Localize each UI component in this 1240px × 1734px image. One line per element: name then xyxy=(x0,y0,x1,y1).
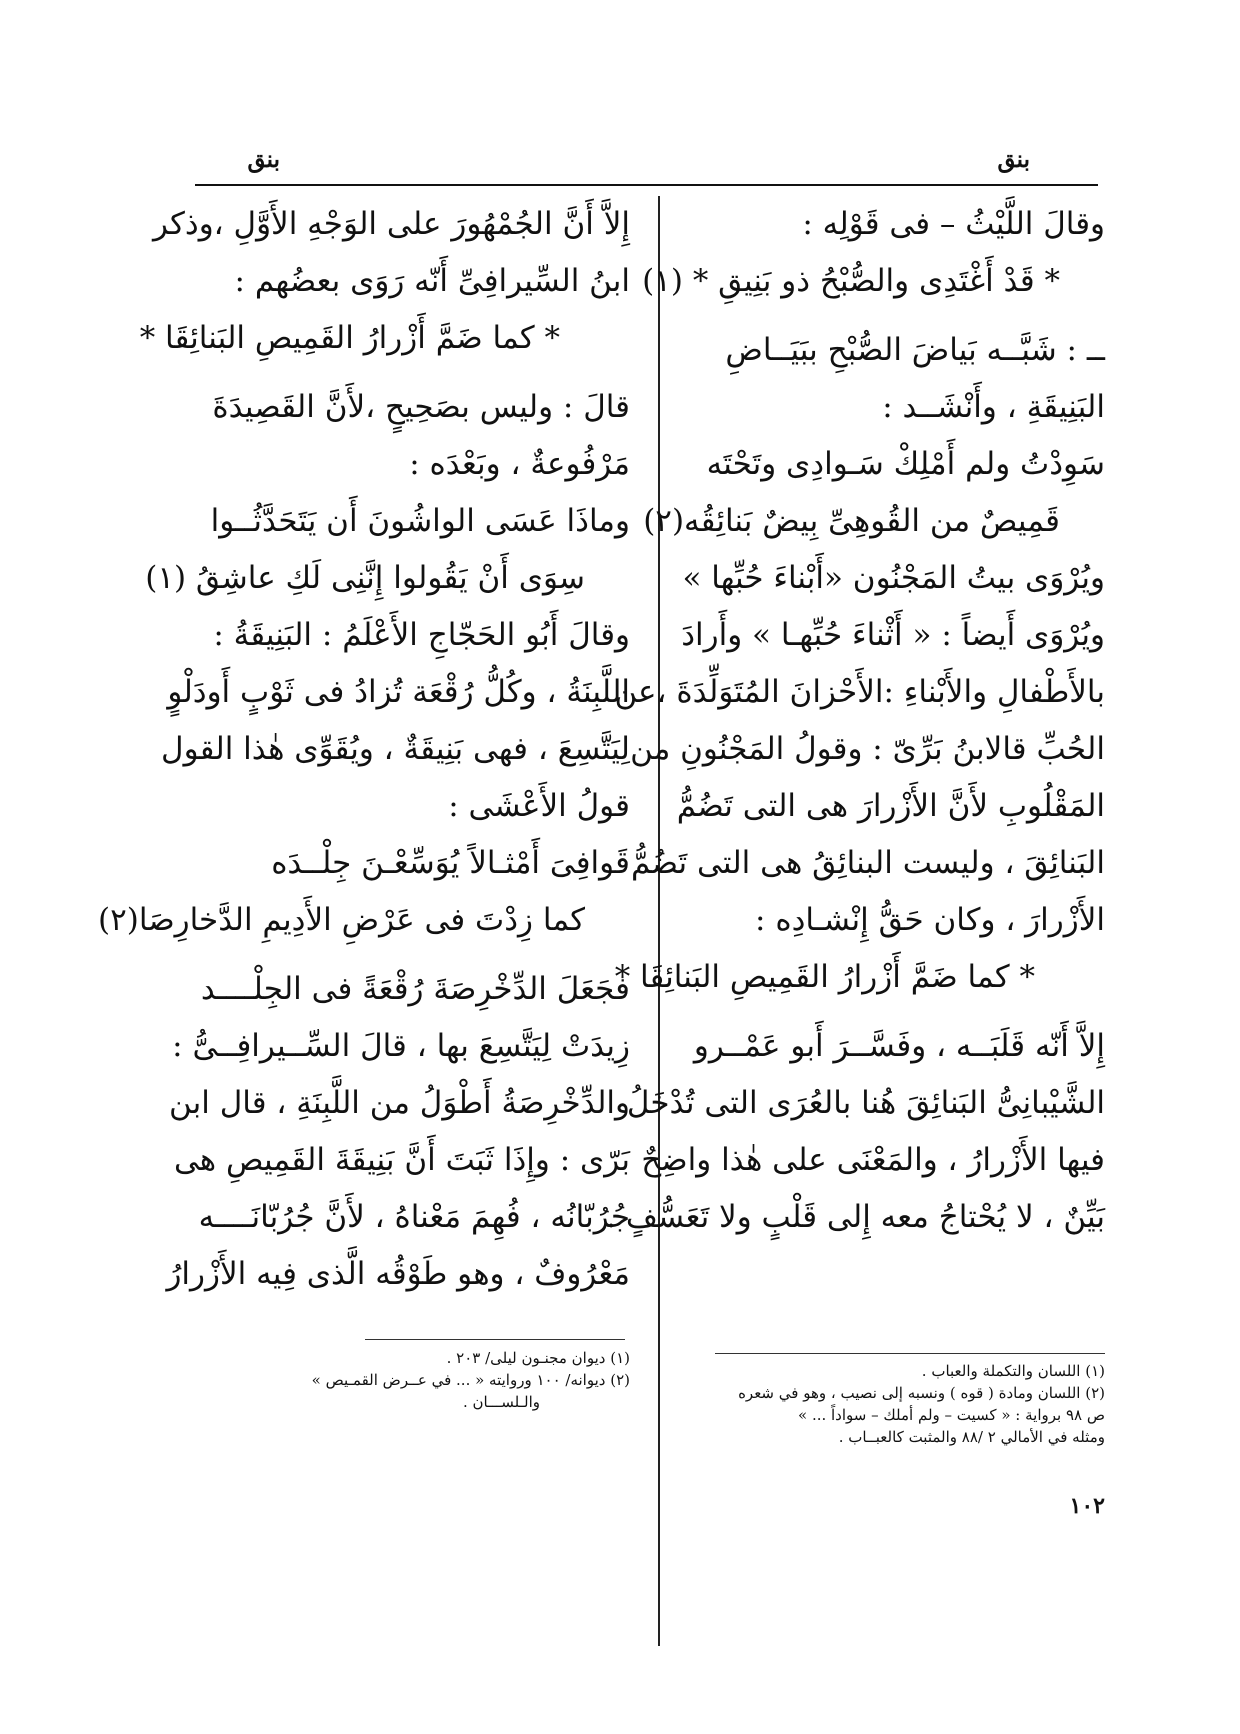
verse-line: * كما ضَمَّ أَزْرارُ القَمِيصِ البَنائِقَا * xyxy=(139,320,560,356)
right-column xyxy=(606,196,1105,1246)
left-column xyxy=(98,196,630,1303)
text-line: الحُبِّ قالابنُ بَرِّىّ : وقولُ المَجْنُونِ من xyxy=(630,731,1105,767)
text-line: لِيَتَّسِعَ ، فهى بَنِيقَةٌ ، ويُقَوِّى هٰذا القول xyxy=(161,731,630,767)
text-line: البَنِيقَةِ ، وأَنْشَــد : xyxy=(882,389,1105,425)
footnote: (١) اللسان والتكملة والعباب . xyxy=(921,1362,1105,1380)
footnotes-right xyxy=(655,1360,1105,1448)
text-line: ويُرْوَى أَيضاً : « أَثْناءَ حُبِّهـا » وأَرادَ xyxy=(681,617,1105,653)
footnote: (١) ديوان مجنـون ليلى/ ٢٠٣ . xyxy=(446,1349,630,1367)
text-line: اللَّبِنَةُ ، وكُلُّ رُقْعَة تُزادُ فى ثَوْبٍ أَودَلْوٍ xyxy=(167,674,630,710)
text-line: وقالَ أَبُو الحَجّاجِ الأَعْلَمُ : البَنِيقَةُ : xyxy=(213,617,630,653)
verse-line: وماذَا عَسَى الواشُونَ أَن يَتَحَدَّثُــوا xyxy=(210,503,630,539)
text-line: قالَ : وليس بصَحِيحٍ ،لأَنَّ القَصِيدَةَ xyxy=(212,389,630,425)
text-line: قولُ الأَعْشَى : xyxy=(448,788,630,824)
text-line: الأَزْرارَ ، وكان حَقُّ إِنْشـادِه : xyxy=(755,902,1105,938)
footnote: والـلســـان . xyxy=(462,1393,540,1411)
text-line: فيها الأَزْرارُ ، والمَعْنَى على هٰذا واضِحٌ xyxy=(641,1142,1105,1178)
text-line: جُرُبّانُه ، فُهِمَ مَعْناهُ ، لأَنَّ جُرُبّانَــــه xyxy=(198,1199,630,1235)
text-line: ــ : شَبَّــه بَياضَ الصُّبْحِ ببَيَــاضِ xyxy=(725,332,1105,368)
text-line: بالأَطْفالِ والأَبْناءِ :الأَحْزانَ المُتَوَلِّدَةَ ،عن xyxy=(614,674,1105,710)
verse-line: * قَدْ أَغْتَدِى والصُّبْحُ ذو بَنِيقِ * (١) xyxy=(642,263,1060,299)
verse-line: * كما ضَمَّ أَزْرارُ القَمِيصِ البَنائِقَا * xyxy=(614,959,1035,995)
text-line: والدِّخْرِصَةُ أَطْوَلُ من اللَّبِنَةِ ، قال ابن xyxy=(169,1085,630,1121)
verse-line: كما زِدْتَ فى عَرْضِ الأَدِيمِ الدَّخارِصَا(٢) xyxy=(98,902,585,938)
text-line: فجَعَلَ الدِّخْرِصَةَ رُقْعَةً فى الجِلْــــد xyxy=(200,971,630,1007)
text-line: بَيِّنٌ ، لا يُحْتاجُ معه إِلى قَلْبٍ ولا تَعَسُّفٍ . xyxy=(606,1199,1105,1235)
text-line: إِلاَّ أَنّه قَلَبَــه ، وفَسَّــرَ أَبو عَمْــرو xyxy=(693,1028,1105,1064)
footnote: ص ٩٨ برواية : « كسيت – ولم أملك – سواداً ... » xyxy=(798,1406,1105,1424)
text-line: مَعْرُوفٌ ، وهو طَوْقُه الَّذى فِيه الأَزْرارُ xyxy=(166,1256,630,1292)
text-line: البَنائِقَ ، وليست البنائِقُ هى التى تَضُمُّ xyxy=(631,845,1105,881)
verse-line: سَوِدْتُ ولم أَمْلِكْ سَـوادِى وتَحْتَه xyxy=(706,446,1105,482)
header-left-word: بنق xyxy=(247,146,280,173)
text-line: الشَّيْبانِىُّ البَنائِقَ هُنا بالعُرَى التى تُدْخَلُ xyxy=(626,1085,1105,1121)
footnote-rule-right xyxy=(715,1353,1105,1354)
text-line: وقالَ اللَّيْثُ – فى قَوْلِه : xyxy=(802,206,1105,242)
footnote: (٢) ديوانه/ ١٠٠ وروايته « ... في عــرض القمـيص » xyxy=(311,1371,630,1389)
verse-line: سِوَى أَنْ يَقُولوا إِنَّنِى لَكِ عاشِقُ (١) xyxy=(145,560,585,596)
text-line: زِيدَتْ لِيَتَّسِعَ بها ، قالَ السِّــيرافِــىُّ : xyxy=(172,1028,630,1064)
footnote: ومثله في الأمالي ٢ /٨٨ والمثبت كالعبــاب . xyxy=(838,1428,1105,1446)
header-right-word: بنق xyxy=(997,146,1030,173)
verse-line: قَوافِىَ أَمْثـالاً يُوَسِّعْـنَ جِلْــدَه xyxy=(271,845,630,881)
text-line: مَرْفُوعةٌ ، وبَعْدَه : xyxy=(409,446,630,482)
footnote: (٢) اللسان ومادة ( قوه ) ونسبه إلى نصيب ، وهو في شعره xyxy=(738,1384,1105,1402)
text-line: بَرّى : وإِذَا ثَبَتَ أَنَّ بَنِيقَةَ القَمِيصِ هى xyxy=(173,1142,630,1178)
text-line: ويُرْوَى بيتُ المَجْنُون «أَبْناءَ حُبِّها » xyxy=(682,560,1105,596)
footnote-rule-left xyxy=(365,1339,625,1340)
page-number: ١٠٢ xyxy=(1069,1493,1105,1519)
text-line: إِلاَّ أَنَّ الجُمْهُورَ على الوَجْهِ الأَوَّلِ ،وذكر xyxy=(153,206,630,242)
footnotes-left xyxy=(190,1347,630,1413)
text-line: ابنُ السِّيرافِىِّ أَنّه رَوَى بعضُهم : xyxy=(234,263,630,299)
verse-line: قَمِيصٌ من القُوهِىِّ بِيضٌ بَنائِقُه(٢) xyxy=(643,503,1060,539)
text-line: المَقْلُوبِ لأَنَّ الأَزْرارَ هى التى تَضُمُّ xyxy=(676,788,1105,824)
header-rule xyxy=(195,184,1098,186)
